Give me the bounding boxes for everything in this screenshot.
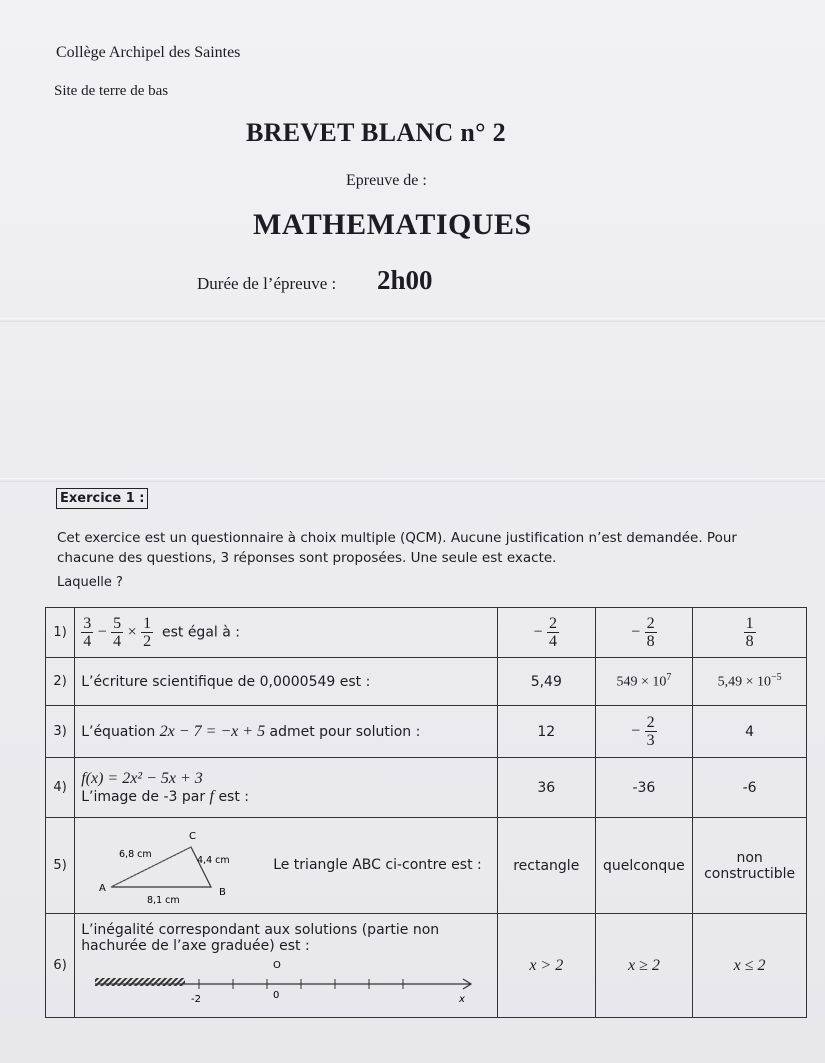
- question-number: 5): [46, 818, 75, 914]
- intro-line: Cet exercice est un questionnaire à choix multiple (QCM). Aucune justification n’est demandée. Pour: [57, 530, 737, 546]
- exercise-label: Exercice 1 :: [56, 488, 148, 509]
- answer-cell[interactable]: 36: [497, 758, 595, 818]
- question-text: L’inégalité correspondant aux solutions (partie non: [81, 921, 440, 938]
- side-label-cb: 4,4 cm: [197, 854, 230, 866]
- vertex-label-b: B: [219, 886, 227, 898]
- tick-label-minus2: -2: [191, 993, 202, 1005]
- answer-cell[interactable]: -6: [693, 758, 807, 818]
- question-number: 1): [46, 608, 75, 658]
- vertex-label-a: A: [99, 882, 107, 894]
- answer-cell[interactable]: − $\frac{2}{4}$: [497, 608, 595, 658]
- question-cell: f(x) = 2x² − 5x + 3 L’image de -3 par f est :: [75, 758, 498, 818]
- answer-cell[interactable]: 4: [693, 706, 807, 758]
- paper-fold: [0, 318, 825, 322]
- school-name: Collège Archipel des Saintes: [56, 44, 241, 61]
- duree-value: 2h00: [377, 265, 433, 295]
- table-row: [46, 706, 807, 758]
- answer-cell[interactable]: quelconque: [595, 818, 693, 914]
- question-number: 6): [46, 914, 75, 1018]
- function-definition: f(x) = 2x² − 5x + 3: [81, 769, 203, 787]
- question-text: est égal à :: [161, 624, 240, 641]
- answer-cell[interactable]: − $\frac{2}{3}$: [595, 706, 693, 758]
- side-label-ab: 8,1 cm: [147, 894, 180, 906]
- answer-cell[interactable]: x ≥ 2: [595, 914, 693, 1018]
- question-cell: L’équation 2x − 7 = −x + 5 admet pour solution :: [75, 706, 498, 758]
- answer-cell[interactable]: x > 2: [497, 914, 595, 1018]
- answer-cell[interactable]: $5,49 \times 10^{-5}$: [693, 658, 807, 706]
- exercise-intro: [57, 528, 747, 568]
- answer-cell[interactable]: non constructible: [693, 818, 807, 914]
- question-cell: [75, 914, 498, 1018]
- table-row: [46, 608, 807, 658]
- operator: −: [97, 623, 107, 641]
- triangle-figure: [81, 821, 231, 911]
- question-number: 4): [46, 758, 75, 818]
- origin-label: O: [273, 959, 282, 971]
- table-row: [46, 758, 807, 818]
- table-row: [46, 914, 807, 1018]
- axis-variable-label: x: [459, 993, 466, 1005]
- question-cell: [75, 818, 498, 914]
- table-row: [46, 818, 807, 914]
- question-number: 3): [46, 706, 75, 758]
- fraction: $\frac{1}{2}$: [143, 615, 152, 650]
- answer-cell[interactable]: $\frac{1}{8}$: [693, 608, 807, 658]
- answer-cell[interactable]: 12: [497, 706, 595, 758]
- question-text: L’écriture scientifique de 0,0000549 est :: [75, 658, 498, 706]
- answer-cell[interactable]: -36: [595, 758, 693, 818]
- fraction: $\frac{3}{4}$: [83, 615, 92, 650]
- answer-cell[interactable]: x ≤ 2: [693, 914, 807, 1018]
- number-line: [81, 954, 481, 1006]
- question-text: hachurée de l’axe graduée) est :: [81, 937, 310, 954]
- table-row: [46, 658, 807, 706]
- answer-cell[interactable]: 5,49: [497, 658, 595, 706]
- tick-label-zero: 0: [273, 989, 280, 1001]
- hatched-region: [95, 978, 185, 986]
- epreuve-label: Epreuve de :: [346, 172, 427, 189]
- vertex-label-c: C: [189, 830, 197, 842]
- intro-line: chacune des questions, 3 réponses sont proposées. Une seule est exacte.: [57, 550, 557, 566]
- answer-cell[interactable]: $549 \times 10^7$: [595, 658, 693, 706]
- side-label-ac: 6,8 cm: [119, 848, 152, 860]
- answer-cell[interactable]: − $\frac{2}{8}$: [595, 608, 693, 658]
- exam-title: BREVET BLANC n° 2: [246, 118, 506, 147]
- fraction: $\frac{5}{4}$: [113, 615, 122, 650]
- site-name: Site de terre de bas: [54, 83, 169, 99]
- duree-label: Durée de l’épreuve :: [197, 274, 337, 293]
- subject-title: MATHEMATIQUES: [253, 208, 532, 241]
- operator: ×: [127, 623, 137, 641]
- laquelle-text: Laquelle ?: [57, 575, 123, 590]
- qcm-table: [45, 607, 807, 1018]
- equation: 2x − 7 = −x + 5: [159, 722, 266, 740]
- question-text: Le triangle ABC ci-contre est :: [273, 856, 482, 873]
- paper-fold: [0, 478, 825, 482]
- question-number: 2): [46, 658, 75, 706]
- question-cell: [75, 608, 498, 658]
- answer-cell[interactable]: rectangle: [497, 818, 595, 914]
